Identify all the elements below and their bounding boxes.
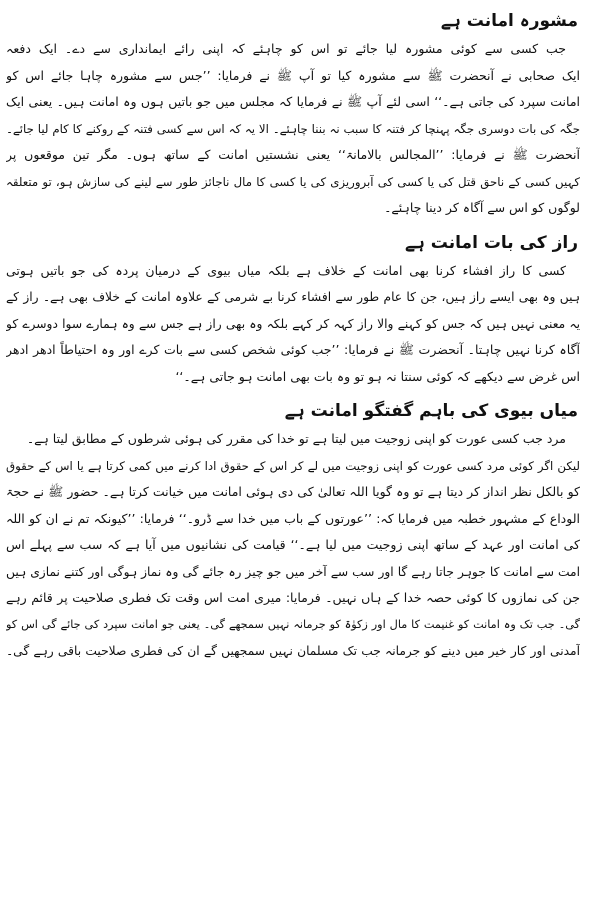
text-line: گی۔ جب تک وہ امانت کو غنیمت کا مال اور زکوٰۃ کو جرمانہ نہیں سمجھے گی۔ یعنی جو امانت سپرد کی جائے گی اس کو xyxy=(6,617,580,631)
section-heading: میاں بیوی کی باہم گفتگو امانت ہے xyxy=(284,401,578,421)
text-line: کو بالکل نظر انداز کر دیتا ہے تو وہ گویا اللہ تعالیٰ کی دی ہوئی امانت میں خیانت کرتا ہے۔ حضور ﷺ نے حجۃ xyxy=(6,484,580,499)
text-line: آنحضرت ﷺ نے فرمایا: ’’المجالس بالامانۃ‘‘ یعنی نشستیں امانت کے ساتھ ہوں۔ مگر تین موقعوں پر xyxy=(6,147,580,162)
text-line: امانت سپرد کی جاتی ہے۔‘‘ اسی لئے آپ ﷺ نے فرمایا کہ مجلس میں جو باتیں ہوں وہ امانت ہیں۔ یعنی ایک xyxy=(6,94,580,109)
text-line: کہیں کسی کے ناحق قتل کی یا کسی کی آبروریزی کی یا کسی کا مال ناجائز طور سے لینے کی سازش ہو، تو متعلقہ xyxy=(6,174,580,189)
text-line: اس غرض سے دیکھے کہ کوئی سنتا نہ ہو تو وہ بات بھی امانت ہو جاتی ہے۔‘‘ xyxy=(175,368,580,384)
text-line: کی امانت اور عہد کے ساتھ اپنی زوجیت میں لیا ہے۔‘‘ قیامت کی نشانیوں میں آیا ہے کہ سب سے پہلے اس xyxy=(6,537,580,552)
text-line: کسی کا راز افشاء کرنا بھی امانت کے خلاف ہے بلکہ میاں بیوی کے درمیان پردہ کی جو باتیں ہوتی xyxy=(6,262,566,278)
text-line: ہیں وہ بھی ایسے راز ہیں، جن کا عام طور سے افشاء کرنا بے شرمی کے علاوہ امانت کے خلاف بھی ہے۔ راز کے xyxy=(6,290,580,304)
text-line: لوگوں کو اس سے آگاہ کر دینا چاہئے۔ xyxy=(384,200,580,215)
section-paragraph xyxy=(6,36,580,222)
text-line: یہ معنی نہیں ہیں کہ جس کو کہنے والا راز کہہ کر کہے بلکہ وہ بھی راز ہے جس سے وہ ہمارے سوا دوسرے کو xyxy=(6,316,580,331)
section-heading: مشورہ امانت ہے xyxy=(440,11,578,31)
text-line: جگہ کی بات دوسری جگہ پہنچا کر فتنہ کا سبب نہ بننا چاہئے۔ الا یہ کہ اس سے کسی فتنہ کے روکنے کا کام لیا جائے۔ xyxy=(6,121,580,136)
section-mashwara xyxy=(6,6,580,222)
text-line: لیکن اگر کوئی مرد کسی عورت کو اپنی زوجیت میں لے کر اس کے حقوق ادا کرنے میں کمی کرتا ہے یا اس کے حقوق xyxy=(6,458,580,473)
text-line: امت سے امانت کا جوہر جاتا رہے گا اور سب سے آخر میں جو چیز رہ جائے گی وہ نماز ہوگی اور کتنے نمازی ہیں xyxy=(6,564,580,579)
text-line: جب کسی سے کوئی مشورہ لیا جائے تو اس کو چاہئے کہ اپنی رائے ایمانداری سے دے۔ ایک دفعہ xyxy=(6,41,566,56)
text-line: مرد جب کسی عورت کو اپنی زوجیت میں لیتا ہے تو خدا کی مقرر کی ہوئی شرطوں کے مطابق لیتا ہے۔ xyxy=(26,431,566,446)
text-line: ایک صحابی نے آنحضرت ﷺ سے مشورہ کیا تو آپ ﷺ نے فرمایا: ’’جس سے مشورہ چاہا جائے اس کو xyxy=(6,67,580,83)
section-heading: راز کی بات امانت ہے xyxy=(404,232,578,253)
text-line: آمدنی اور کار خیر میں دینے کو جرمانہ جب تک مسلمان نہیں سمجھیں گے ان کی فطری صلاحیت باقی رہے گی۔ xyxy=(6,644,580,658)
text-line: الوداع کے مشہور خطبہ میں فرمایا کہ: ’’عورتوں کے باب میں خدا سے ڈرو۔‘‘ فرمایا: ’’کیونکہ تم نے ان کو اللہ xyxy=(6,510,580,526)
text-line: آگاہ کرنا نہیں چاہتا۔ آنحضرت ﷺ نے فرمایا: ’’جب کوئی شخص کسی سے بات کرے اور وہ احتیاطاً ادھر ادھر xyxy=(6,342,580,357)
section-mian-biwi xyxy=(6,396,580,665)
section-paragraph xyxy=(6,258,580,391)
text-line: جن کی نمازوں کا کوئی حصہ خدا کے ہاں نہیں۔ فرمایا: میری امت اس وقت تک فطری صلاحیت پر قائم رہے xyxy=(6,590,580,605)
section-paragraph xyxy=(6,426,580,665)
section-raaz xyxy=(6,228,580,391)
